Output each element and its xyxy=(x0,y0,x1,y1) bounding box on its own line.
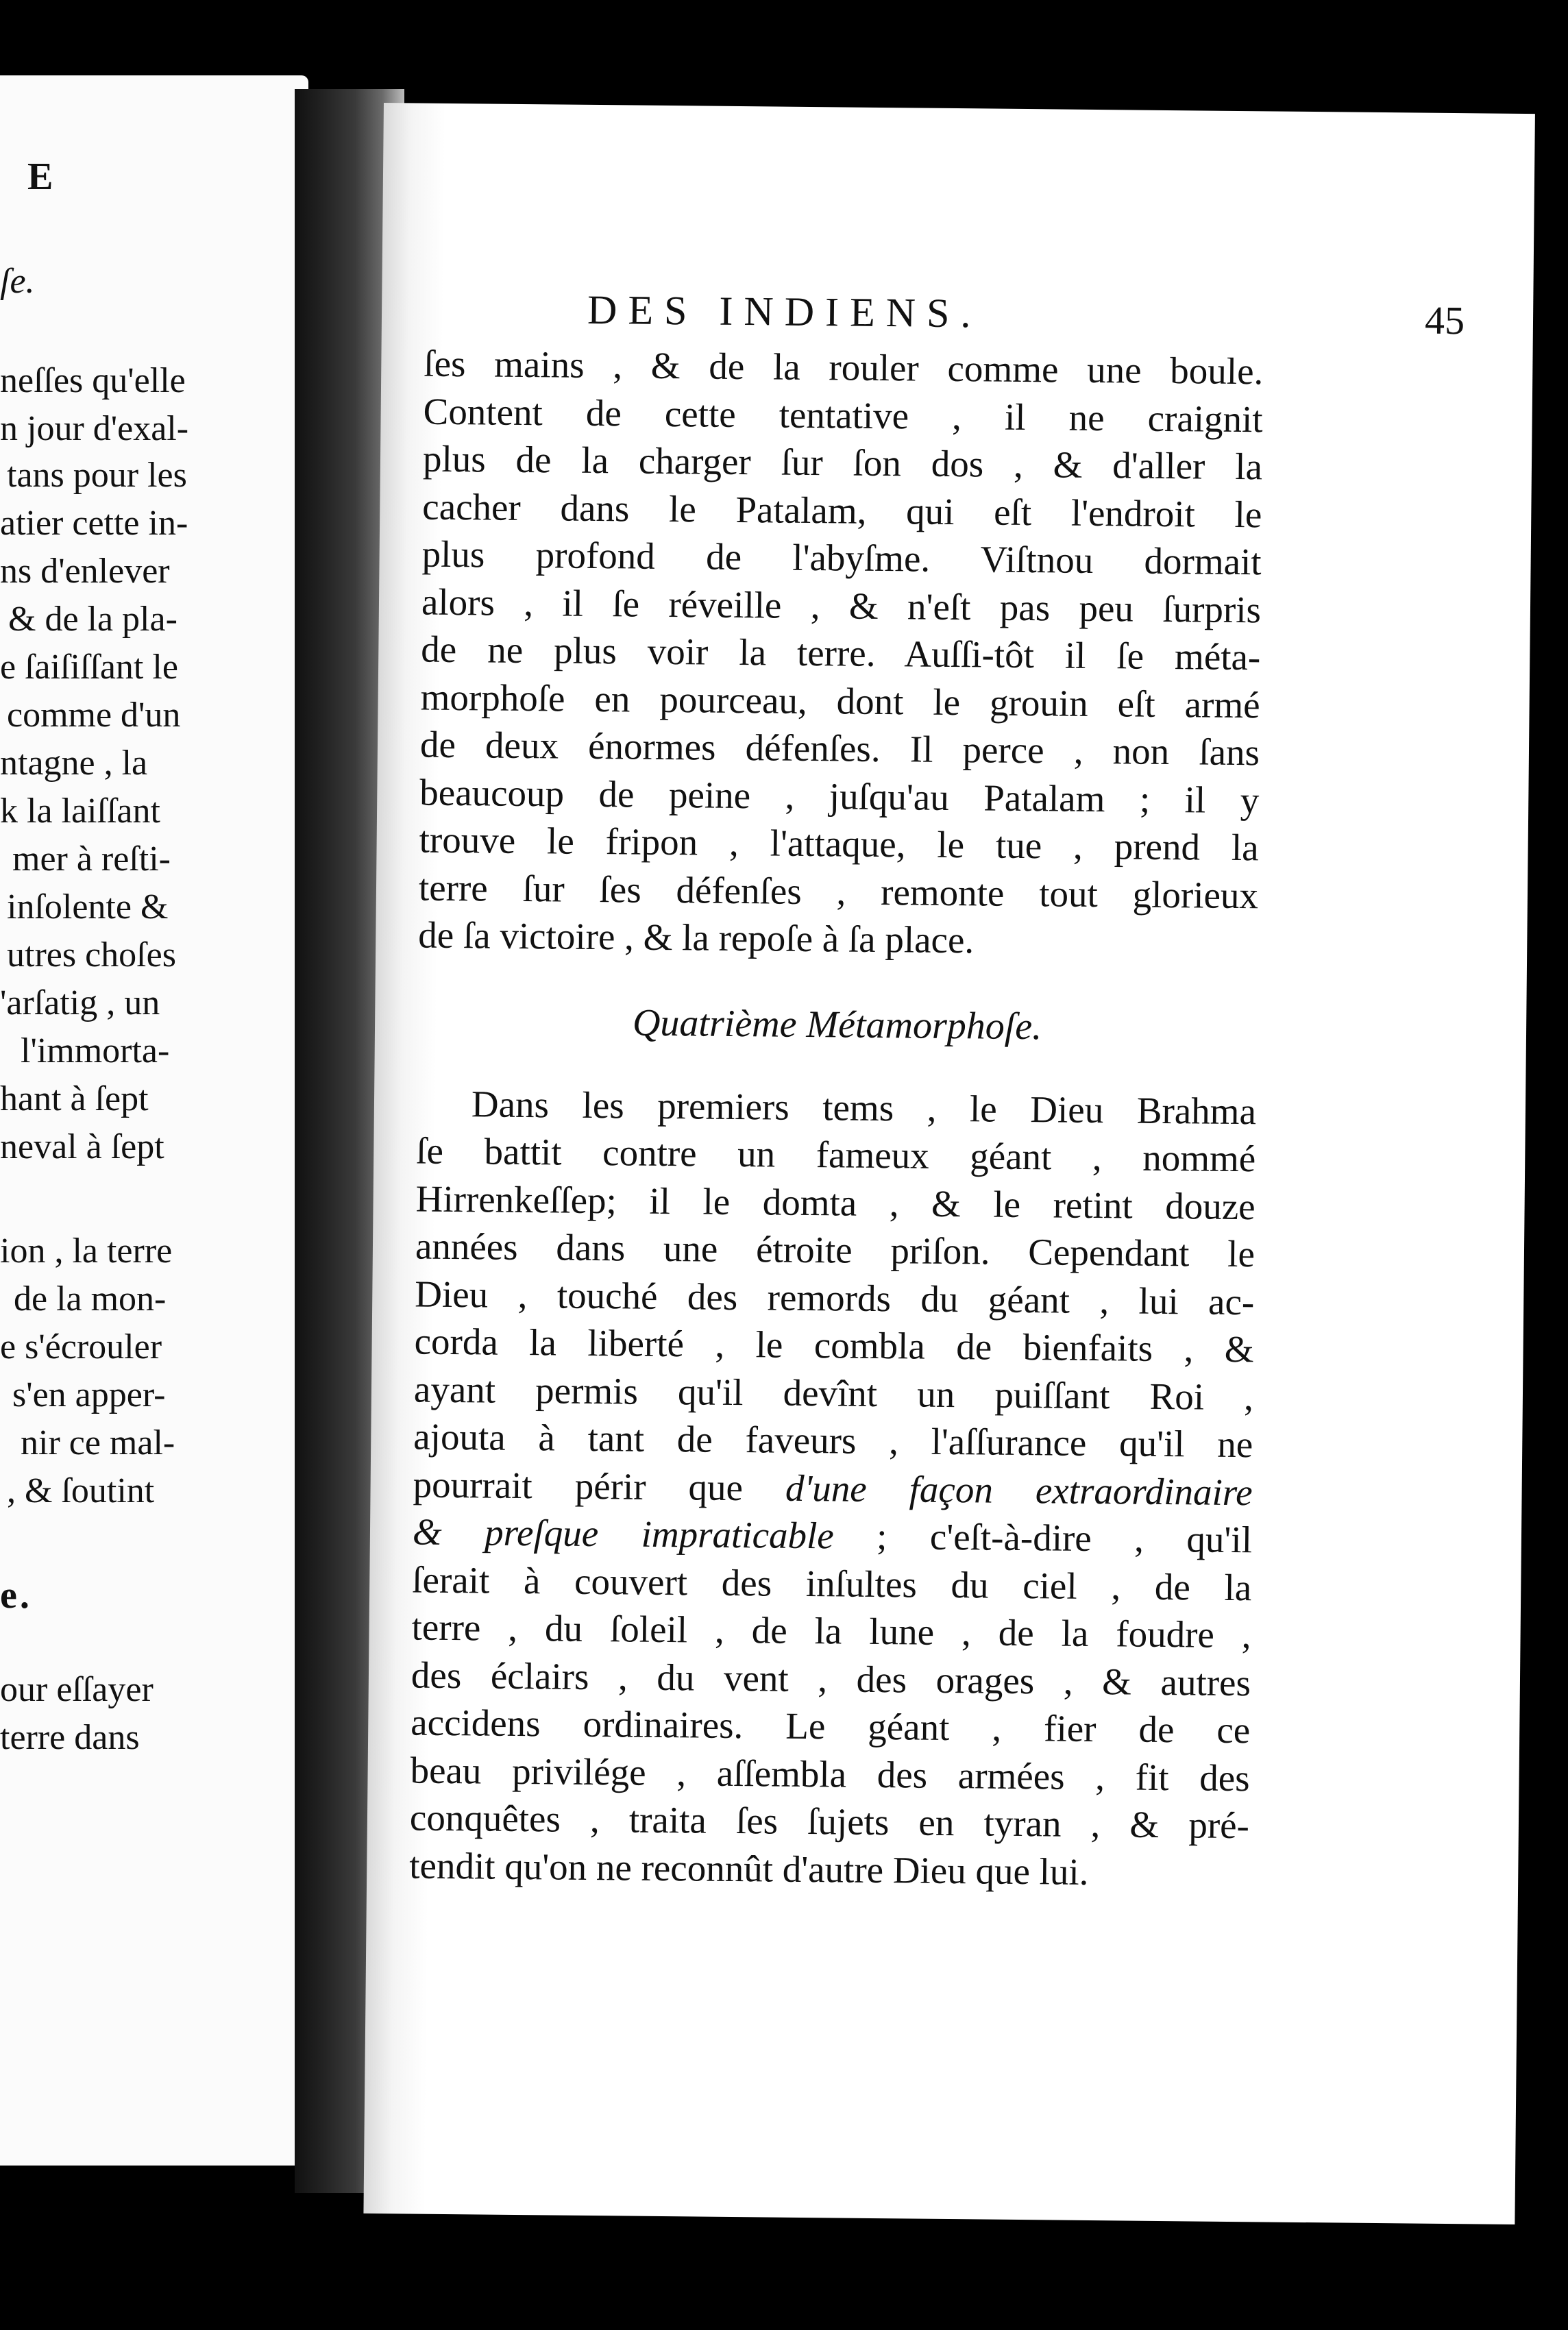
left-page-line: e s'écrouler xyxy=(0,1327,162,1366)
left-page-line: k la laiſſant xyxy=(0,792,160,831)
text-run: pourrait périr que xyxy=(413,1463,786,1509)
text-line: ayant permis qu'il devînt un puiſſant Roi , xyxy=(413,1368,1254,1418)
text-line: cacher dans le Patalam, qui eſt l'endroit le xyxy=(422,485,1262,535)
left-page-line: mer à reſti- xyxy=(12,839,171,879)
text-line: plus de la charger ſur ſon dos , & d'aller la xyxy=(422,437,1263,488)
text-run: ; c'eſt-à-dire , qu'il xyxy=(833,1514,1253,1561)
running-title: DES INDIENS. xyxy=(587,286,982,336)
left-page-line: de la mon- xyxy=(14,1279,167,1319)
left-page-line: ſe. xyxy=(0,262,35,301)
text-line: de deux énormes défenſes. Il perce , non ſans xyxy=(419,723,1260,774)
left-page-line: n jour d'exal- xyxy=(0,409,189,448)
left-page-line: neval à ſept xyxy=(0,1127,164,1166)
left-page-line: E xyxy=(27,156,56,198)
left-page-line: nir ce mal- xyxy=(21,1423,175,1462)
text-line: de ne plus voir la terre. Auſſi-tôt il ſe méta- xyxy=(421,628,1261,678)
left-page-line: terre dans xyxy=(0,1718,140,1757)
text-line: beaucoup de peine , juſqu'au Patalam ; il y xyxy=(419,771,1260,821)
paragraph-2 xyxy=(409,1079,1256,1897)
text-line: tendit qu'on ne reconnût d'autre Dieu que lui. xyxy=(409,1843,1089,1893)
left-page-line: atier cette in- xyxy=(0,504,188,543)
left-page-line: hant à ſept xyxy=(0,1079,149,1118)
text-line: ajouta à tant de faveurs , l'aſſurance qu'il ne xyxy=(413,1415,1253,1466)
left-page-line: ntagne , la xyxy=(0,744,148,783)
text-line: années dans une étroite priſon. Cependant le xyxy=(415,1225,1255,1275)
text-line: accidens ordinaires. Le géant , fier de ce xyxy=(411,1701,1251,1752)
running-head xyxy=(587,286,1465,343)
left-page-line: e. xyxy=(0,1574,32,1617)
left-page-line: ion , la terre xyxy=(0,1231,173,1271)
text-line: alors , il ſe réveille , & n'eſt pas peu ſurpris xyxy=(421,580,1262,630)
text-line: ſes mains , & de la rouler comme une boule. xyxy=(424,342,1264,393)
text-line: des éclairs , du vent , des orages , & autres xyxy=(411,1653,1251,1704)
paragraph-1 xyxy=(418,340,1264,967)
text-line: de ſa victoire , & la repoſe à ſa place. xyxy=(418,913,975,961)
text-line xyxy=(413,1508,1253,1564)
text-line: ſe battit contre un fameux géant , nommé xyxy=(416,1129,1256,1180)
left-page-line: & de la pla- xyxy=(8,600,177,639)
text-line: Hirrenkeſſep; il le domta , & le retint douze xyxy=(415,1177,1255,1227)
text-line: Content de cette tentative , il ne craignit xyxy=(423,390,1263,440)
text-line: terre ſur ſes défenſes , remonte tout glorieux xyxy=(418,866,1259,916)
text-line: plus profond de l'abyſme. Viſtnou dormait xyxy=(421,532,1262,583)
paragraph-2-lines-b xyxy=(409,1556,1252,1897)
left-page-line: inſolente & xyxy=(7,887,169,927)
right-page xyxy=(363,103,1534,2224)
paragraph-2-lines-a xyxy=(413,1079,1256,1469)
left-page-line: s'en apper- xyxy=(12,1375,166,1414)
left-page-line: utres choſes xyxy=(7,935,176,974)
left-page-line: tans pour les xyxy=(7,456,187,495)
text-line: conquêtes , traita ſes ſujets en tyran , & pré- xyxy=(409,1796,1250,1847)
left-page-line: neſſes qu'elle xyxy=(0,361,186,400)
italic-phrase: & preſque impraticable xyxy=(412,1510,835,1557)
text-line: beau privilége , aſſembla des armées , fit des xyxy=(410,1748,1250,1799)
left-facing-page xyxy=(0,75,308,2166)
left-page-line: our eſſayer xyxy=(0,1670,154,1709)
left-page-line: 'arſatig , un xyxy=(0,983,160,1022)
text-line: Dieu , touché des remords du géant , lui ac- xyxy=(415,1273,1255,1323)
text-line: terre , du ſoleil , de la lune , de la foudre , xyxy=(411,1606,1251,1656)
left-page-line: comme d'un xyxy=(7,696,181,735)
page-number: 45 xyxy=(1424,297,1465,343)
italic-phrase: d'une façon extraordinaire xyxy=(785,1467,1253,1513)
text-line: corda la liberté , le combla de bienfaits , & xyxy=(414,1320,1254,1371)
left-page-line: ns d'enlever xyxy=(0,552,170,591)
left-page-line: , & ſoutint xyxy=(7,1471,155,1510)
section-heading: Quatrième Métamorphoſe. xyxy=(632,1001,1042,1048)
left-page-line: l'immorta- xyxy=(21,1031,170,1070)
page-text xyxy=(409,340,1264,1898)
text-line: trouve le fripon , l'attaque, le tue , prend la xyxy=(419,818,1259,869)
text-line: Dans les premiers tems , le Dieu Brahma xyxy=(471,1082,1257,1132)
text-line: ſerait à couvert des inſultes du ciel , de la xyxy=(412,1558,1252,1608)
text-line: morphoſe en pourceau, dont le grouin eſt armé xyxy=(420,676,1260,726)
left-page-line: e ſaiſiſſant le xyxy=(0,648,178,687)
text-line xyxy=(413,1460,1253,1516)
